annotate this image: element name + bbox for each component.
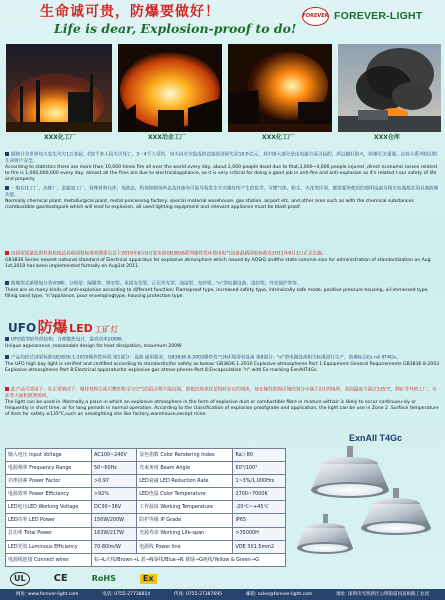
spec-value: 2700~7000K [233, 488, 286, 501]
spec-value: >35000H [233, 527, 286, 540]
ex-marking: ExnAII T4Gc [349, 433, 403, 443]
spec-value: Ra＞80 [233, 449, 286, 462]
photo-caption-4: XXX仓库 [374, 134, 400, 141]
footer-fax: 传真: 0755-27387695 [174, 591, 222, 597]
bullet-icon [5, 387, 9, 391]
intro-statistics [5, 152, 441, 183]
spec-row [6, 488, 286, 501]
spec-key: LED色温 Color Temperature [137, 488, 233, 501]
cert-en: The UFO high bay light is verified and certified according to standard(s)for safety as below: GB3836.1-2010 Explosive atmospheres Part 1:Equipment General Requirements GB3836.8-2003 Explosive atmospheres Part 8:Electrical apparatusfor explosive gas atmos-pheres-Part 8:Encapsulation "n" with Ex-marking ExnAIIT4Gc. [5, 361, 440, 373]
statistics-cn: 据统计全世界每天发生火灾1万多起，约2千多人因火灾死亡，3－4千人受伤，每天因火灾造成的直接经济损失达10多亿元，其中绝大部分是由电器方面引起的，所以做好防火，防爆至关重要。在较大系列较旧的生命财产安全。 [5, 152, 438, 164]
spec-value: -20℃~+45℃ [233, 501, 286, 514]
footer-address: 地址: 深圳市光明新区公明街道同富裕路工业园 [336, 591, 430, 597]
photo-chemical-fire [228, 44, 332, 132]
spec-value: 150W/200W [92, 514, 137, 527]
spec-row [6, 449, 286, 462]
product-description [5, 337, 441, 350]
ce-mark-icon: CE [53, 572, 68, 584]
spec-key: 电源效率 Power Efficiency [6, 488, 92, 501]
ufo-lamp-image [293, 444, 441, 578]
spec-value: 1~3%/1,000Hrs [233, 475, 286, 488]
areas-en: Normally chemical plant, metallurgical plant, metal processing factory, special material warehouse, gas station, airport etc, and other area such as with the chemical substances /combustible gas/dustspark which will lead to explosion, all used lighting equipment and relevant appliance must be blast-proof. [5, 198, 414, 210]
spec-key: 电源线 Power line [137, 540, 233, 553]
bullet-icon [5, 251, 9, 255]
title-highbay: 工矿灯 [94, 325, 119, 334]
spec-key: 电源线连接 Connect wires [6, 553, 92, 566]
desc-en: Unique appearance ,reasonable design for heat dissipation, maximum 200W. [5, 343, 183, 349]
spec-key: LED衰减 LED Reduction Rate [137, 475, 233, 488]
photo-caption-3: XXX化工厂 [262, 134, 294, 141]
spec-key: LED光效 Luminous Efficiency [6, 540, 92, 553]
photo-refinery-fire [6, 44, 112, 132]
spec-key: 总功率 Total Power [6, 527, 92, 540]
types-cn: 防爆形式新增加分类有8种，分别是：隔爆型、增安型、本质安全型、正压外壳型、油浸型、充砂型、"n"型电器设备、浇封型、外壳保护型等。 [11, 281, 302, 287]
product-title [8, 318, 118, 337]
photo-caption-1: XXX化工厂 [44, 134, 76, 141]
spec-table [5, 448, 286, 567]
bullet-icon [5, 355, 9, 359]
spec-value: >0.97 [92, 475, 137, 488]
brand-name: FOREVER-LIGHT [334, 9, 423, 22]
spec-value: VDE 3X1.5mm2 [233, 540, 286, 553]
cert-cn: 产品均经过国家标准GB3836.1-2010爆炸性环境 第1部分：设备 通用要求，GB3836.8-2003爆炸性气体环境用电设备 第8部分："n"型电器设备相关标准进行生产，防爆标志Ex nA IIT4Gc。 [11, 355, 401, 361]
spec-row [6, 540, 286, 553]
spec-key: 光源寿命 Working Life-span [137, 527, 233, 540]
title-ufo: UFO [8, 321, 37, 335]
spec-key: 工作温度 Working Temperature [137, 501, 233, 514]
spec-key: 输入电压 Input Voltage [6, 449, 92, 462]
application-areas [5, 186, 441, 211]
spec-key: LED电压LED Working Voltage [6, 501, 92, 514]
photo-warehouse-smoke [338, 44, 441, 132]
explosion-types [5, 281, 441, 300]
logo-emblem-icon: FOREVER [302, 7, 329, 26]
spec-value: 163W/217W [92, 527, 137, 540]
spec-row [6, 514, 286, 527]
spec-value: 70-80lm/W [92, 540, 137, 553]
spec-value: 棕→L火线/Brown→L 蓝→N零线/Blue→N 黄绿→G地线/Yellow & Green→G [92, 553, 286, 566]
desc-cn: UFO造型的外形结构，合理散热设计，最高功率200W。 [11, 337, 126, 343]
standard-en: GB3836 Series newest national standard of Electrical apparatus for explosive atmosphere which issued by AQSIQ andthe state commis-sion for administration of standardization on Aug 1st,2010 has been implemented formally on Aug1st 2011. [5, 257, 431, 269]
spec-key: LED功率 LED Power [6, 514, 92, 527]
spec-row-connect [6, 553, 286, 566]
footer-tel: 电话: 0755-27738814 [102, 591, 151, 597]
spec-value: 60°/100° [233, 462, 286, 475]
bullet-icon [5, 152, 9, 156]
spec-value: DC30~36V [92, 501, 137, 514]
zone-en: The light can be used in :Normally,a place in which an explosive atmosphere in the form of explosive dust or combustible fibre in mixture withair is likely to occur continuou-sly or frequently in short time, or for long periods in normal operation. According to the classification of explosion proofgrade and application, the light can be use in Zone 2 .Surface temperature of item for safety ≤135℃,such an areailghting site like factory,warehouse,except mine. [5, 399, 439, 417]
spec-key: 光束角度 Beam Angle [137, 462, 233, 475]
title-led: LED [69, 322, 93, 335]
product-zone [5, 387, 441, 418]
spec-row [6, 462, 286, 475]
spec-key: 功率因素 Power Factor [6, 475, 92, 488]
ul-mark-icon: UL [10, 572, 30, 586]
slogan-chinese: 生命诚可贵，防爆要做好！ [40, 4, 220, 20]
slogan-english: Life is dear, Explosion-proof to do! [54, 21, 297, 36]
spec-row [6, 501, 286, 514]
zone-cn: 此产品可适用于：在正常情况下，爆炸性粉尘或可燃性粉尘与空气的混合物不能出现，即使出现也仅是短时存在的场所，如在爆炸危险区域的划分中属于2区的场所，表面温度不超过135℃，除矿井外的工厂、仓库等大面积照明场所。 [5, 387, 437, 399]
photo-caption-2: XXX冶金工厂 [148, 134, 186, 141]
spec-value: IP65 [233, 514, 286, 527]
spec-row [6, 475, 286, 488]
statistics-en: According to statistics there are more than 10,000 times fire all over the world every day, about 2,000 people dead due to that,3,000~4,000 people injured ,direct economic losses related to fire is 1,000,000,000 every day, almost all the fires are due to electricalappliance, so it is very critical for doing a good job in anti-fire and anti-explosion as it's related t our safety of life and property. [5, 164, 437, 182]
spec-key: 显色指数 Color Rendering Index [137, 449, 233, 462]
bullet-icon [5, 186, 9, 190]
spec-key: 电源频率 Frequency Range [6, 462, 92, 475]
title-explosion-proof: 防爆 [37, 318, 68, 336]
footer-email[interactable]: 邮箱: sales@forever-light.com [245, 591, 313, 597]
areas-cn: 一般在化工厂，冶炼厂，金属加工厂，特殊材料仓库，加油站，机场控制场所以及其他有可能导致发生火灾爆炸所产生的化学、可燃气体、粉尘、火花等区域，都需要所使用的照明设备及相关电器都必须具备防爆功能。 [5, 186, 439, 198]
contact-footer [0, 589, 445, 600]
bullet-icon [5, 337, 9, 341]
standard-info [5, 251, 441, 270]
spec-value: 50~60Hz [92, 462, 137, 475]
product-certification [5, 355, 441, 374]
certification-marks [10, 572, 157, 586]
spec-value: >92% [92, 488, 137, 501]
ex-mark-icon: Ex [140, 574, 157, 584]
standard-cn: 由国家质量监督检验检疫总局和国家标准管理委员会于2010年8月9日发布的GB3836系列爆炸性环境用电气设备最新国家标准在2011年8月1日正式实施。 [11, 251, 327, 257]
header [0, 0, 445, 40]
photo-factory-fire [118, 44, 222, 132]
bullet-icon [5, 281, 9, 285]
types-en: There are so many kinds of anti-explosion according to different function: Flameproof type, increased safety type, intrinsically safe mode, positive pressure housing, oil-immersed type, filling sand type, "n"appliance, pour envelopingtype, housing protection type. [5, 287, 429, 299]
footer-website[interactable]: 网址: www.forever-light.com [15, 591, 79, 597]
disaster-photo-strip [0, 44, 445, 144]
spec-row [6, 527, 286, 540]
brand-logo [302, 7, 422, 26]
spec-key: 防护等级 IP Grade [137, 514, 233, 527]
rohs-mark-icon: RoHS [91, 574, 116, 583]
spec-value: AC100~240V [92, 449, 137, 462]
